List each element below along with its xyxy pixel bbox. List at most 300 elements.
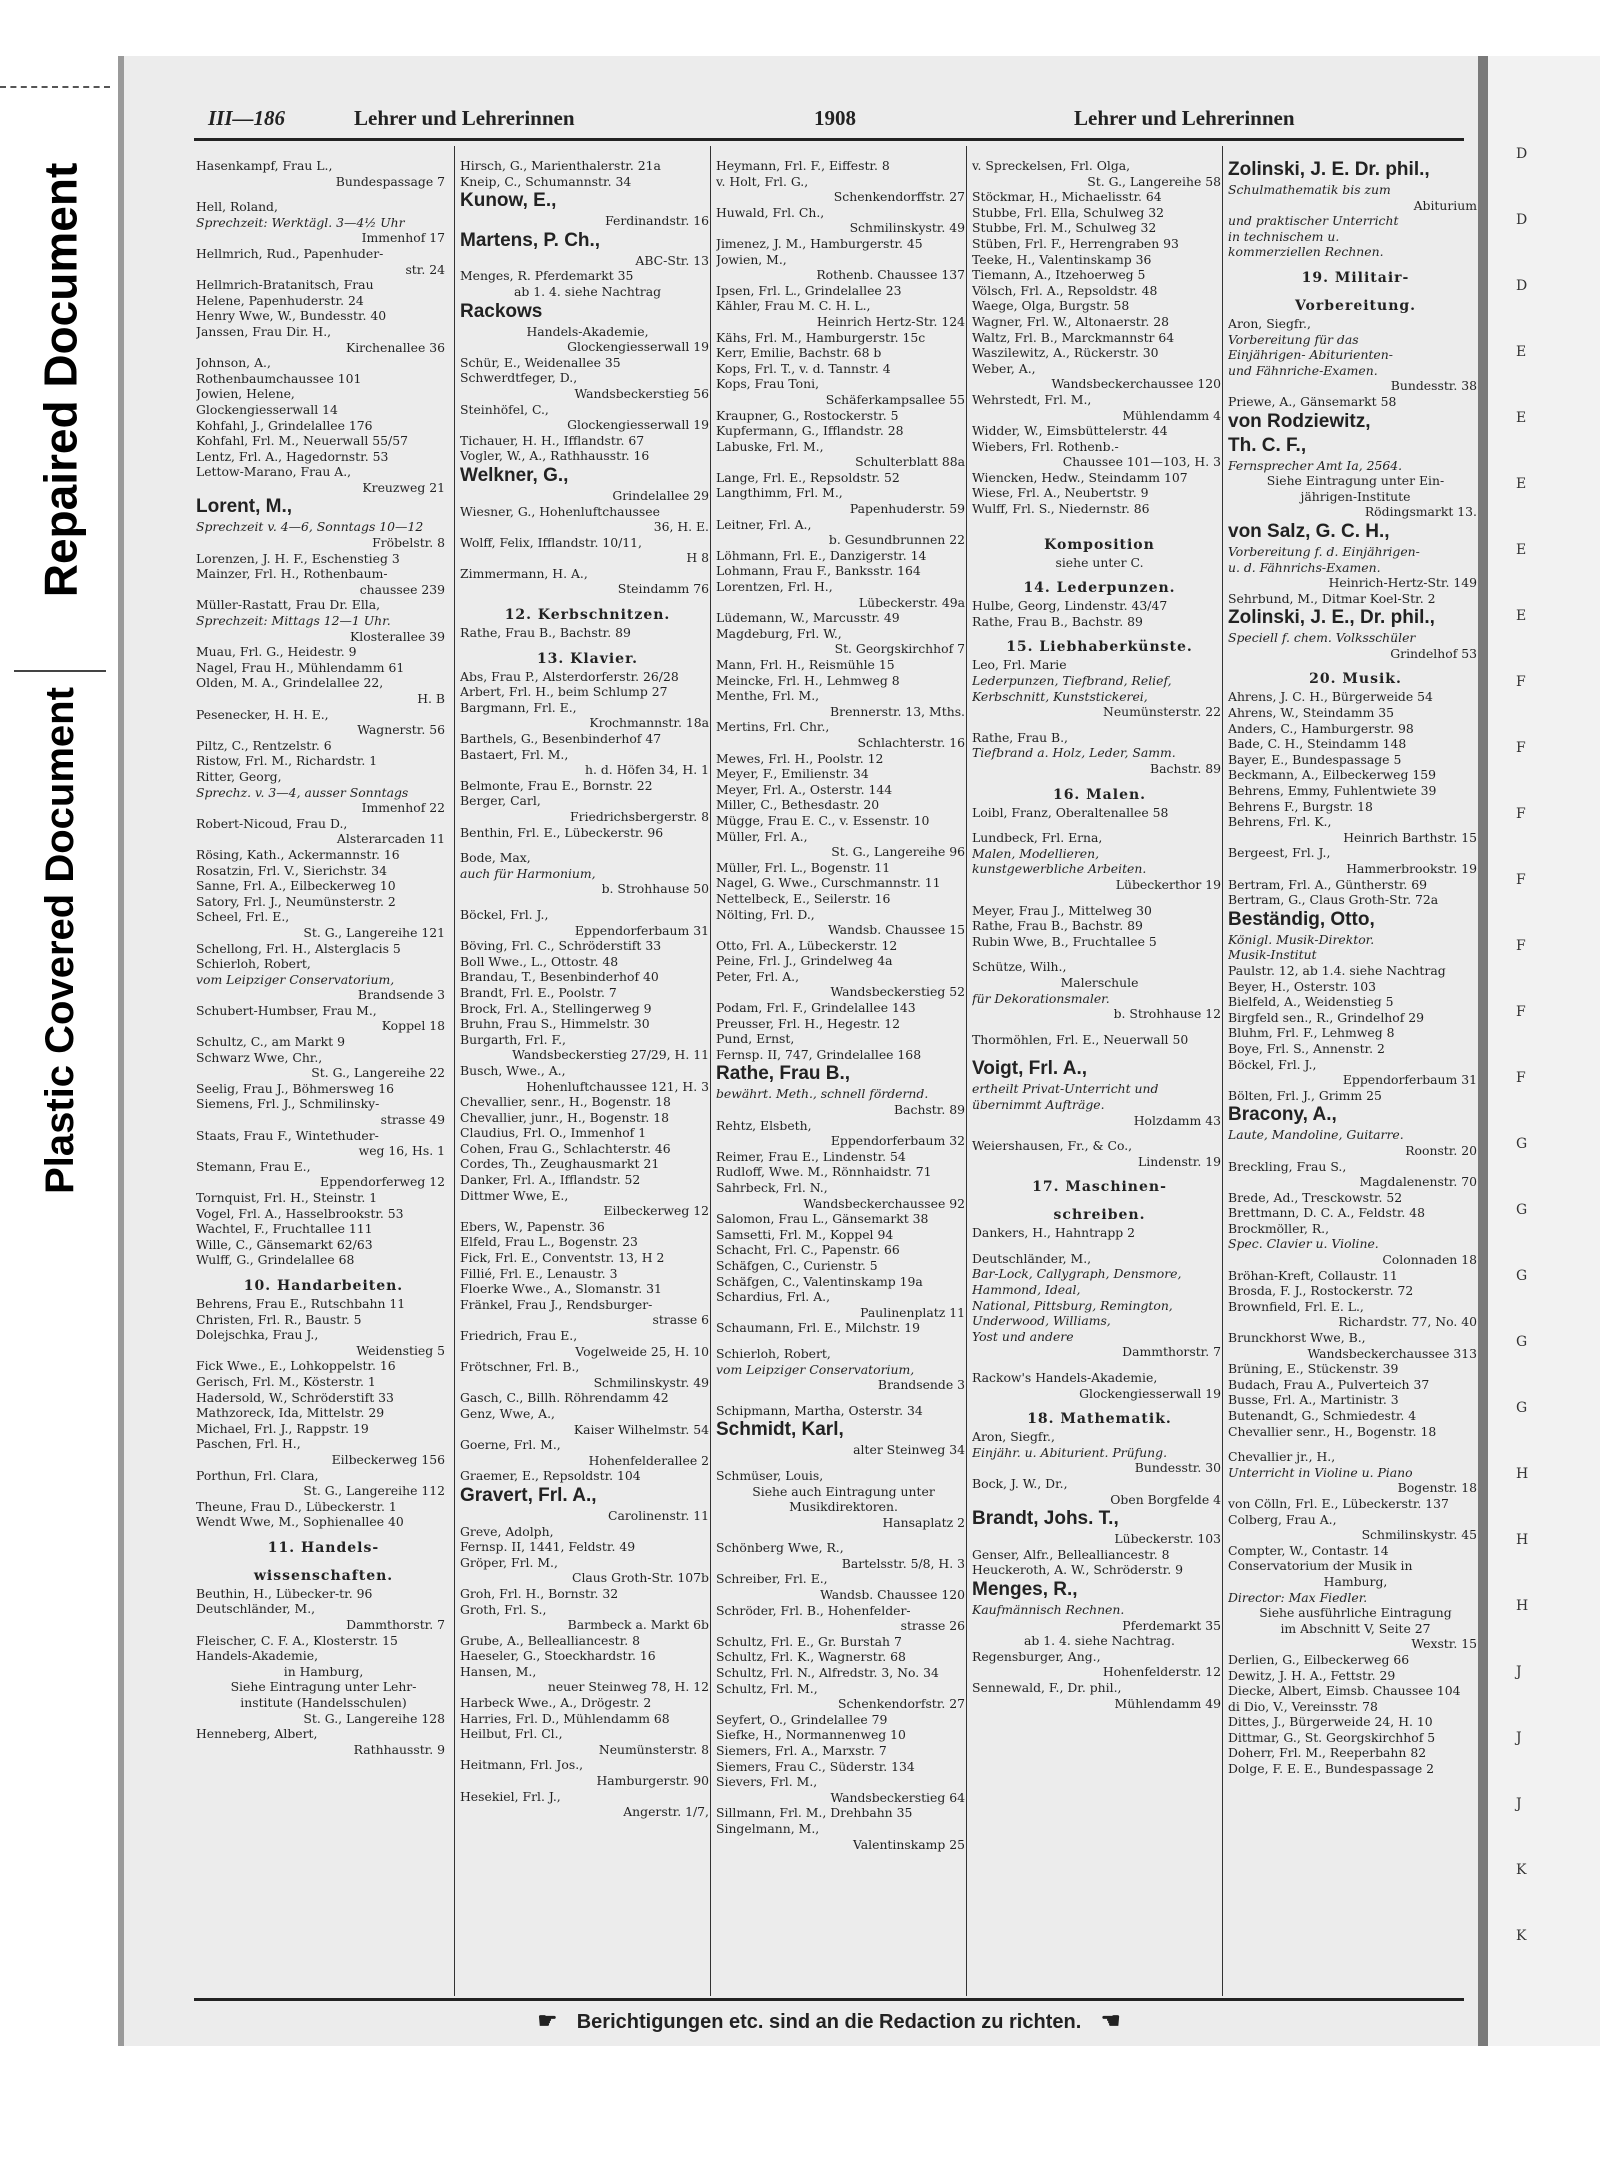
directory-line: Belmonte, Frau E., Bornstr. 22 [460,777,653,793]
directory-line: Hellmrich-Bratanitsch, Frau [196,277,374,293]
directory-line: Dittmer Wwe, E., [460,1187,569,1203]
spacer [716,1458,971,1468]
directory-line: und praktischer Unterricht [1228,213,1399,229]
directory-line: Richardstr. 77, No. 40 [1338,1314,1477,1330]
directory-line: Nagel, Frau H., Mühlendamm 61 [196,659,405,675]
directory-line: Roonstr. 20 [1405,1142,1477,1158]
directory-line: vom Leipziger Conservatorium, [716,1361,915,1377]
next-page-letter: F [1516,1004,1526,1020]
directory-line: Voigt, Frl. A., [972,1058,1088,1080]
directory-line: Koppel 18 [381,1018,445,1034]
directory-line: Magdalenenstr. 70 [1359,1174,1477,1190]
directory-line: Th. C. F., [1228,434,1307,456]
directory-line: Glockengiesserwall 14 [196,401,338,417]
directory-line: chaussee 239 [359,581,445,597]
directory-line: Mewes, Frl. H., Poolstr. 12 [716,750,884,766]
directory-line: Siehe Eintragung unter Ein- [1266,473,1445,489]
directory-line: Menges, R., [972,1578,1078,1600]
directory-line: Tiemann, A., Itzehoerweg 5 [972,267,1146,283]
directory-line: Schultz, Frl. M., [716,1680,818,1696]
directory-line: Kops, Frau Toni, [716,376,820,392]
directory-line: Thormöhlen, Frl. E., Neuerwall 50 [972,1031,1189,1047]
next-page-letter: E [1516,410,1527,426]
directory-line: alter Steinweg 34 [853,1442,965,1458]
directory-line: Alsterarcaden 11 [336,831,445,847]
section-heading: 16. Malen. [1052,786,1147,803]
directory-line: Dankers, H., Hahntrapp 2 [972,1225,1136,1241]
directory-line: Barthels, G., Besenbinderhof 47 [460,731,662,747]
directory-line: Gasch, C., Billh. Röhrendamm 42 [460,1390,669,1406]
section-heading: 19. Militair- [1301,269,1410,286]
directory-line: Yost und andere [972,1328,1074,1344]
directory-line: Wandsbeckerstieg 64 [830,1789,965,1805]
directory-line: Wiesner, G., Hohenluftchaussee [460,503,660,519]
directory-line: Groth, Frl. S., [460,1601,547,1617]
directory-line: Behrens, Frl. K., [1228,814,1332,830]
directory-line: vom Leipziger Conservatorium, [196,971,395,987]
directory-line: Lüdemann, W., Marcusstr. 49 [716,610,900,626]
directory-line: Hansaplatz 2 [882,1514,965,1530]
next-page-letter: D [1516,212,1528,228]
directory-line: Meyer, Frau J., Mittelweg 30 [972,902,1152,918]
directory-line: Schönberg Wwe, R., [716,1540,844,1556]
directory-line: Hohenfelderallee 2 [588,1452,709,1468]
directory-line: Johnson, A., [196,355,271,371]
directory-line: Bartelsstr. 5/8, H. 3 [841,1555,965,1571]
directory-line: Kähs, Frl. M., Hamburgerstr. 15c [716,329,926,345]
spacer [972,517,1227,527]
next-page-letter: E [1516,476,1527,492]
directory-line: Behrens, Frau E., Rutschbahn 11 [196,1295,406,1311]
directory-line: Burgarth, Frl. F., [460,1031,566,1047]
directory-line: Heymann, Frl. F., Eiffestr. 8 [716,158,890,173]
directory-line: Wandsbeckerstieg 56 [574,385,709,401]
directory-line: Mügge, Frau E. C., v. Essenstr. 10 [716,812,930,828]
directory-line: Abiturium [1413,197,1477,213]
page-header [194,102,1464,141]
directory-line: Rathe, Frau B., Bachstr. 89 [460,625,631,641]
spacer [972,820,1227,830]
directory-line: Mathzoreck, Ida, Mittelstr. 29 [196,1405,385,1421]
directory-line: b. Gesundbrunnen 22 [828,532,965,548]
directory-line: Brockmöller, R., [1228,1220,1330,1236]
next-page-letter: E [1516,542,1527,558]
directory-line: Holzdamm 43 [1133,1112,1221,1128]
directory-line: Paulstr. 12, ab 1.4. siehe Nachtrag [1228,962,1446,978]
directory-line: Bergeest, Frl. J., [1228,845,1331,861]
directory-line: Frötschner, Frl. B., [460,1359,580,1375]
directory-line: Bröhan-Kreft, Collaustr. 11 [1228,1267,1398,1283]
directory-line: Rödingsmarkt 13. [1364,504,1477,520]
directory-line: Meincke, Frl. H., Lehmweg 8 [716,672,900,688]
directory-line: Samsetti, Frl. M., Koppel 94 [716,1226,894,1242]
directory-line: Glockengiesserwall 19 [567,339,709,355]
directory-line: Stemann, Frau E., [196,1158,311,1174]
next-page-letter: K [1516,1928,1527,1944]
section-heading: 15. Liebhaberkünste. [1006,639,1193,656]
directory-line: Fernsprecher Amt Ia, 2564. [1228,457,1403,473]
directory-line: Hammerbrookstr. 19 [1346,861,1477,876]
directory-line: Fröbelstr. 8 [372,535,445,551]
directory-line: Schlachterstr. 16 [857,734,965,750]
directory-line: Lindenstr. 19 [1138,1153,1221,1169]
directory-line: Hadersold, W., Schröderstift 33 [196,1389,394,1405]
directory-line: Rackow's Handels-Akademie, [972,1370,1158,1386]
directory-line: Claudius, Frl. O., Immenhof 1 [460,1125,647,1141]
directory-line: Sahrbeck, Frl. N., [716,1180,828,1195]
directory-line: Theune, Frau D., Lübeckerstr. 1 [196,1498,397,1514]
directory-line: Brock, Frl. A., Stellingerweg 9 [460,1000,652,1016]
directory-line: Schmüser, Louis, [716,1467,824,1483]
directory-line: Meyer, Frl. A., Osterstr. 144 [716,781,893,797]
directory-line: Bode, Max, [460,850,531,866]
directory-line: Pund, Ernst, [716,1031,795,1047]
directory-line: Handels-Akademie, [196,1648,319,1664]
directory-line: bewährt. Meth., schnell fördernd. [716,1086,929,1102]
directory-line: Claus Groth-Str. 107b [571,1570,709,1586]
directory-line: Hamburg, [1323,1573,1388,1589]
directory-line: Schmilinskystr. 49 [593,1374,709,1390]
directory-line: Derlien, G., Eilbeckerweg 66 [1228,1651,1410,1667]
directory-line: Königl. Musik-Direktor. [1228,931,1375,947]
spacer [1228,1439,1483,1449]
directory-line: Müller-Rastatt, Frau Dr. Ella, [196,597,381,613]
directory-line: Jowien, Helene, [196,386,295,402]
directory-line: Wandsbeckerstieg 27/29, H. 11 [512,1047,709,1063]
directory-line: strasse 6 [652,1312,709,1328]
directory-line: Compter, W., Contastr. 14 [1228,1542,1389,1558]
directory-line: Beuthin, H., Lübecker-tr. 96 [196,1585,373,1601]
directory-line: Martens, P. Ch., [460,229,601,251]
directory-line: kommerziellen Rechnen. [1228,244,1384,260]
directory-line: Wiencken, Hedw., Steindamm 107 [972,469,1188,485]
directory-line: Genz, Wwe, A., [460,1405,555,1421]
directory-line: Malerschule [1060,974,1139,990]
directory-line: Siemens, Frl. J., Schmilinsky- [196,1096,380,1112]
directory-line: Glockengiesserwall 19 [567,417,709,433]
directory-line: Bargmann, Frl. E., [460,699,577,715]
directory-line: in Hamburg, [283,1663,364,1679]
footer-notice: Berichtigungen etc. sind an die Redaction zu richten. [576,2011,1082,2033]
directory-line: St. G., Langereihe 22 [311,1065,445,1081]
directory-line: Rosatzin, Frl. V., Sierichstr. 34 [196,862,387,878]
directory-line: weg 16, Hs. 1 [358,1143,445,1159]
directory-line: Böckel, Frl. J., [1228,1056,1317,1072]
spacer [196,189,451,199]
directory-line: Sprechz. v. 3—4, ausser Sonntags [196,784,409,800]
directory-line: Lederpunzen, Tiefbrand, Relief, [972,673,1172,689]
directory-line: Brandt, Frl. E., Poolstr. 7 [460,984,617,1000]
directory-line: Nölting, Frl. D., [716,906,815,922]
directory-line: Wandsbeckerchaussee 313 [1307,1345,1477,1361]
directory-line: Hellmrich, Rud., Papenhuder- [196,245,384,261]
directory-line: Wandsbeckerstieg 52 [830,984,965,1000]
directory-line: Elfeld, Frau L., Bogenstr. 23 [460,1234,638,1250]
next-page-letter: F [1516,872,1526,888]
directory-line: Friedrich, Frau E., [460,1328,578,1343]
directory-line: Piltz, C., Rentzelstr. 6 [196,737,332,753]
directory-line: Fränkel, Frau J., Rendsburger- [460,1296,653,1312]
directory-line: Eilbeckerweg 12 [603,1203,709,1219]
directory-line: Cohen, Frau G., Schlachterstr. 46 [460,1140,671,1156]
directory-line: Schubert-Humbser, Frau M., [196,1002,377,1018]
directory-line: Bluhm, Frl. F., Lehmweg 8 [1228,1025,1395,1041]
directory-line: Mühlendamm 4 [1122,407,1221,423]
directory-line: Hamburgerstr. 90 [596,1773,709,1789]
directory-line: Dolge, F. E. E., Bundespassage 2 [1228,1761,1435,1777]
directory-line: Bachstr. 89 [1150,761,1221,776]
next-page-letter: H [1516,1598,1529,1614]
directory-line: Stüben, Frl. F., Herrengraben 93 [972,235,1179,251]
directory-line: Mainzer, Frl. H., Rothenbaum- [196,566,388,582]
next-page-letter: J [1516,1796,1522,1812]
next-page-letter: F [1516,740,1526,756]
directory-line: Paulinenplatz 11 [860,1304,965,1320]
directory-line: Underwood, Williams, [972,1313,1111,1329]
next-page-letter: E [1516,608,1527,624]
directory-line: Zimmermann, H. A., [460,565,588,581]
directory-line: Fick Wwe., E., Lohkoppelstr. 16 [196,1358,396,1374]
directory-line: Glockengiesserwall 19 [1079,1385,1221,1401]
directory-line: Weidenstieg 5 [356,1342,445,1358]
directory-line: Pesenecker, H. H. E., [196,706,329,722]
directory-line: Dewitz, J. H. A., Fettstr. 29 [1228,1667,1396,1683]
directory-line: Schwarz Wwe, Chr., [196,1049,323,1065]
directory-line: für Dekorationsmaler. [972,990,1110,1006]
directory-line: Schultz, Frl. N., Alfredstr. 3, No. 34 [716,1665,939,1681]
directory-line: h. d. Höfen 34, H. 1 [585,762,709,778]
directory-line: Brosda, F. J., Rostockerstr. 72 [1228,1283,1414,1299]
directory-line: Schulterblatt 88a [855,454,965,470]
directory-line: Wandsbeckerchaussee 120 [1051,376,1221,392]
directory-line: Steindamm 76 [617,581,709,597]
directory-line: Böckel, Frl. J., [460,906,549,922]
directory-line: Wexstr. 15 [1411,1636,1477,1652]
directory-line: Bruhn, Frau S., Himmelstr. 30 [460,1016,650,1032]
directory-line: Staats, Frau F., Wintethuder- [196,1127,379,1143]
directory-line: Lundbeck, Frl. Erna, [972,830,1103,846]
directory-line: Musikdirektoren. [789,1499,898,1515]
directory-line: übernimmt Aufträge. [972,1096,1105,1112]
directory-line: Arbert, Frl. H., beim Schlump 27 [460,684,668,700]
directory-line: Hohenluftchaussee 121, H. 3 [526,1078,709,1094]
directory-line: Greve, Adolph, [460,1523,554,1539]
directory-line: strasse 49 [380,1112,445,1128]
directory-line: Sprechzeit: Werktägl. 3—4½ Uhr [196,214,405,230]
section-heading: 17. Maschinen- [1032,1179,1167,1196]
directory-line: Neumünsterstr. 8 [598,1741,709,1757]
directory-line: Gröper, Frl. M., [460,1554,558,1570]
directory-line: Krochmannstr. 18a [589,715,709,731]
section-heading: 14. Lederpunzen. [1023,580,1176,597]
section-heading: 18. Mathematik. [1027,1411,1172,1428]
spacer [460,897,715,907]
directory-line: Oben Borgfelde 4 [1110,1491,1221,1507]
next-page-edge [1478,56,1600,2046]
directory-line: Chevallier, junr., H., Bogenstr. 18 [460,1109,669,1125]
directory-line: Schmilinskystr. 49 [849,220,965,236]
column-1 [196,158,451,1757]
directory-line: Ahrens, W., Steindamm 35 [1228,705,1395,721]
directory-line: Müller, Frl. A., [716,828,808,844]
directory-line: u. d. Fähnrichs-Examen. [1228,559,1381,575]
directory-line: Ipsen, Frl. L., Grindelallee 23 [716,282,902,298]
directory-line: Deutschländer, M., [972,1250,1092,1266]
directory-line: Behrens, Emmy, Fuhlentwiete 39 [1228,783,1437,799]
directory-line: ABC-Str. 13 [635,252,709,268]
directory-line: in technischem u. [1228,228,1340,244]
directory-line: Vogelweide 25, H. 10 [575,1343,709,1359]
directory-line: Bertram, G., Claus Groth-Str. 72a [1228,892,1439,908]
directory-line: Doherr, Frl. M., Reeperbahn 82 [1228,1745,1427,1761]
directory-line: im Abschnitt V, Seite 27 [1280,1620,1431,1636]
directory-line: Rathe, Frau B., Bachstr. 89 [972,918,1143,934]
directory-line: Paschen, Frl. H., [196,1436,301,1452]
directory-line: Brüning, E., Stückenstr. 39 [1228,1361,1399,1377]
directory-line: Busch, Wwe., A., [460,1062,566,1078]
directory-line: Kraupner, G., Rostockerstr. 5 [716,407,899,423]
plastic-covered-text: Plastic Covered Document [37,686,82,1194]
directory-line: Boye, Frl. S., Annenstr. 2 [1228,1040,1385,1056]
directory-line: Breckling, Frau S., [1228,1158,1347,1174]
directory-line: Dittes, J., Bürgerweide 24, H. 10 [1228,1714,1433,1730]
column-3 [716,158,971,1852]
directory-line: Langthimm, Frl. M., [716,485,843,501]
directory-line: Tornquist, Frl. H., Steinstr. 1 [196,1190,378,1205]
directory-line: Einjährigen- Abiturienten- [1228,347,1393,363]
next-page-letter: K [1516,1862,1527,1878]
directory-line: Harbeck Wwe., A., Drögestr. 2 [460,1695,652,1711]
directory-line: Siehe auch Eintragung unter [752,1483,935,1499]
directory-line: Weber, A., [972,360,1036,376]
directory-line: Lübeckerstr. 103 [1114,1531,1221,1547]
directory-line: Schultz, Frl. K., Wagnerstr. 68 [716,1649,906,1665]
directory-line: str. 24 [405,261,445,277]
next-page-letter: G [1516,1268,1528,1284]
page-footer [194,2008,1464,2034]
directory-line: Steinhöfel, C., [460,401,549,417]
directory-line: St. G., Langereihe 112 [303,1483,445,1499]
directory-line: H 8 [686,550,709,566]
directory-line: Fernsp. II, 747, Grindelallee 168 [716,1046,922,1062]
section-heading: 13. Klavier. [536,650,639,667]
directory-line: Wendt Wwe, M., Sophienallee 40 [196,1514,404,1530]
directory-line: Rudloff, Wwe. M., Rönnhaidstr. 71 [716,1164,932,1180]
directory-line: Sehrbund, M., Ditmar Koel-Str. 2 [1228,590,1436,606]
directory-line: v. Spreckelsen, Frl. Olga, [972,158,1131,173]
next-page-letter: F [1516,1070,1526,1086]
directory-line: Kneip, C., Schumannstr. 34 [460,173,632,189]
spacer [716,1530,971,1540]
directory-line: Diecke, Albert, Eimsb. Chaussee 104 [1228,1683,1461,1699]
directory-line: von Cölln, Frl. E., Lübeckerstr. 137 [1228,1495,1449,1511]
spacer [972,893,1227,903]
directory-line: Zolinski, J. E. Dr. phil., [1228,159,1430,180]
section-heading: schreiben. [1053,1207,1146,1224]
directory-line: Schäferkampsallee 55 [825,391,965,407]
directory-line: Lorent, M., [196,496,293,518]
directory-line: Schäfgen, C., Valentinskamp 19a [716,1273,923,1289]
directory-line: Schierloh, Robert, [196,956,311,972]
directory-line: Labuske, Frl. M., [716,438,824,454]
directory-line: Wehrstedt, Frl. M., [972,391,1092,407]
directory-line: Welkner, G., [460,464,569,486]
next-page-letter: H [1516,1466,1529,1482]
directory-line: Kops, Frl. T., v. d. Tannstr. 4 [716,360,891,376]
directory-line: Leo, Frl. Marie [972,657,1067,673]
directory-line: Bundesstr. 38 [1390,378,1477,394]
directory-line: Nagel, G. Wwe., Curschmannstr. 11 [716,875,941,891]
directory-line: Grindelhof 53 [1390,645,1477,661]
spacer [972,1128,1227,1138]
directory-line: Brettmann, D. C. A., Feldstr. 48 [1228,1205,1426,1221]
directory-line: Hesekiel, Frl. J., [460,1788,561,1804]
directory-line: Seyfert, O., Grindelallee 79 [716,1711,888,1727]
directory-line: Budach, Frau A., Pulverteich 37 [1228,1376,1430,1392]
directory-line: Robert-Nicoud, Frau D., [196,815,348,831]
directory-line: Ebers, W., Papenstr. 36 [460,1218,605,1234]
directory-line: Beständig, Otto, [1228,908,1375,930]
directory-line: Heinrich Barthstr. 15 [1343,829,1477,845]
directory-page [118,56,1479,2046]
next-page-letter: G [1516,1136,1528,1152]
directory-line: Vorbereitung für das [1228,331,1359,347]
directory-line: Siehe Eintragung unter Lehr- [230,1679,417,1695]
directory-line: Podam, Frl. F., Grindelallee 143 [716,1000,916,1016]
directory-line: Klosterallee 39 [350,628,445,644]
section-heading: Komposition [1044,536,1155,553]
directory-line: Muau, Frl. G., Heidestr. 9 [196,644,357,660]
directory-line: Mühlendamm 49 [1114,1695,1221,1711]
directory-line: Schultz, Frl. E., Gr. Burstah 7 [716,1633,902,1649]
directory-line: Peine, Frl. J., Grindelweg 4a [716,953,893,969]
spacer [972,1360,1227,1370]
directory-line: Waege, Olga, Burgstr. 58 [972,298,1130,314]
directory-line: siehe unter C. [1055,554,1144,570]
directory-line: Eilbeckerweg 156 [331,1451,445,1467]
directory-line: Abs, Frau P., Alsterdorferstr. 26/28 [460,668,679,684]
year: 1908 [814,106,856,130]
directory-line: Bastaert, Frl. M., [460,746,569,762]
directory-line: Ritter, Georg, [196,768,282,784]
directory-line: Reimer, Frau E., Lindenstr. 54 [716,1148,906,1164]
directory-line: Harries, Frl. D., Mühlendamm 68 [460,1710,670,1726]
next-page-letter: G [1516,1202,1528,1218]
directory-line: Heuckeroth, A. W., Schröderstr. 9 [972,1562,1183,1578]
directory-line: Kunow, E., [460,190,557,212]
directory-line: Schulmathematik bis zum [1228,182,1391,197]
directory-line: Fick, Frl. E., Conventstr. 13, H 2 [460,1250,665,1266]
directory-line: Hirsch, G., Marienthalerstr. 21a [460,158,661,173]
directory-line: Hammond, Ideal, [972,1282,1081,1298]
directory-line: Schacht, Frl. C., Papenstr. 66 [716,1242,900,1258]
directory-line: ertheilt Privat-Unterricht und [972,1081,1159,1097]
directory-line: Rubin Wwe, B., Fruchtallee 5 [972,933,1157,949]
directory-line: Teeke, H., Valentinskamp 36 [972,251,1152,267]
column-4 [972,158,1227,1711]
directory-line: Schenkendorfstr. 27 [838,1696,965,1712]
section-heading: 20. Musik. [1309,671,1402,688]
directory-line: St. G., Langereihe 121 [303,924,445,940]
directory-line: Lohmann, Frau F., Banksstr. 164 [716,563,921,579]
directory-line: Bölten, Frl. J., Grimm 25 [1228,1087,1382,1103]
directory-line: jährigen-Institute [1300,488,1411,504]
directory-line: Salomon, Frau L., Gänsemarkt 38 [716,1211,929,1227]
directory-line: Valentinskamp 25 [852,1836,965,1852]
directory-line: Eppendorferbaum 31 [1342,1072,1477,1088]
directory-line: Brennerstr. 13, Mths. [830,703,965,719]
directory-line: Laute, Mandoline, Guitarre. [1228,1127,1404,1143]
